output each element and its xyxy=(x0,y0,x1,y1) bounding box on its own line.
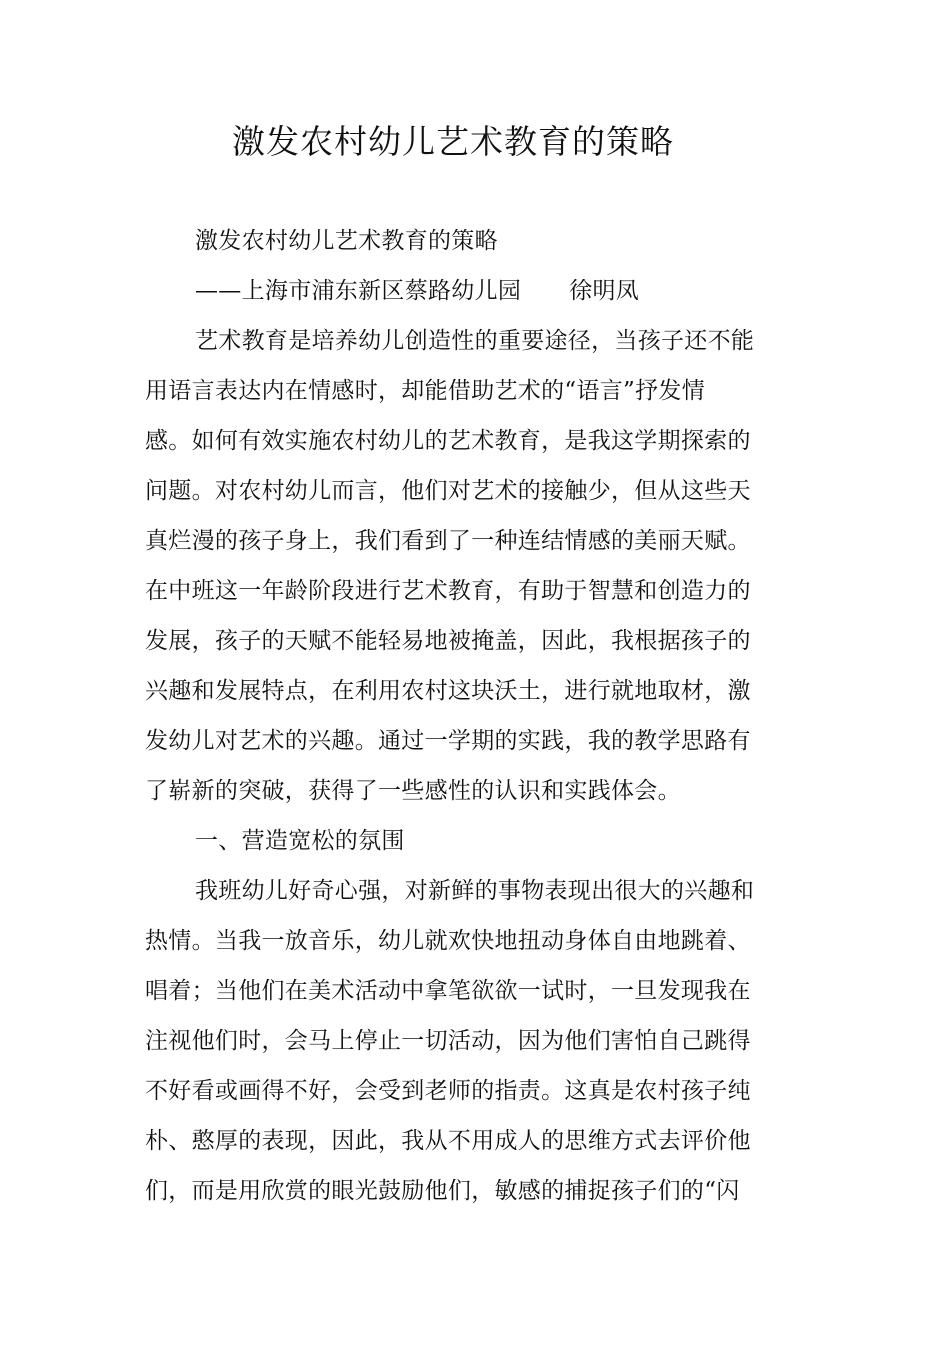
paragraph-line: 了崭新的突破，获得了一些感性的认识和实践体会。 xyxy=(145,778,681,804)
paragraph-line: 在中班这一年龄阶段进行艺术教育，有助于智慧和创造力的 xyxy=(145,578,751,604)
paragraph-line: 发展，孩子的天赋不能轻易地被掩盖，因此，我根据孩子的 xyxy=(145,628,751,654)
document-body xyxy=(145,216,755,1216)
paragraph-line: 我班幼儿好奇心强，对新鲜的事物表现出很大的兴趣和 xyxy=(195,878,755,904)
paragraph-line: 艺术教育是培养幼儿创造性的重要途径，当孩子还不能 xyxy=(195,328,755,354)
paragraph-line: 兴趣和发展特点，在利用农村这块沃土，进行就地取材，激 xyxy=(145,678,751,704)
paragraph-line: 不好看或画得不好，会受到老师的指责。这真是农村孩子纯 xyxy=(145,1078,751,1104)
subtitle: 激发农村幼儿艺术教育的策略 xyxy=(195,228,498,254)
section-heading: 一、营造宽松的氛围 xyxy=(195,828,405,854)
paragraph-line: 注视他们时，会马上停止一切活动，因为他们害怕自己跳得 xyxy=(145,1028,751,1054)
paragraph-line: 感。如何有效实施农村幼儿的艺术教育，是我这学期探索的 xyxy=(145,428,751,454)
paragraph-line: 朴、憨厚的表现，因此，我从不用成人的思维方式去评价他 xyxy=(145,1128,751,1154)
byline-org: ——上海市浦东新区蔡路幼儿园 xyxy=(195,278,522,304)
paragraph-line: 用语言表达内在情感时，却能借助艺术的“语言”抒发情 xyxy=(145,378,706,404)
paragraph-line: 发幼儿对艺术的兴趣。通过一学期的实践，我的教学思路有 xyxy=(145,728,751,754)
document-title: 激发农村幼儿艺术教育的策略 xyxy=(232,122,674,161)
paragraph-line: 真烂漫的孩子身上，我们看到了一种连结情感的美丽天赋。 xyxy=(145,528,751,554)
paragraph-line: 唱着；当他们在美术活动中拿笔欲欲一试时，一旦发现我在 xyxy=(145,978,751,1004)
byline xyxy=(145,266,745,316)
paragraph-line: 热情。当我一放音乐，幼儿就欢快地扭动身体自由地跳着、 xyxy=(145,928,751,954)
paragraph-line: 们，而是用欣赏的眼光鼓励他们，敏感的捕捉孩子们的“闪 xyxy=(145,1178,740,1204)
byline-author: 徐明凤 xyxy=(569,278,640,304)
paragraph-line: 问题。对农村幼儿而言，他们对艺术的接触少，但从这些天 xyxy=(145,478,751,504)
